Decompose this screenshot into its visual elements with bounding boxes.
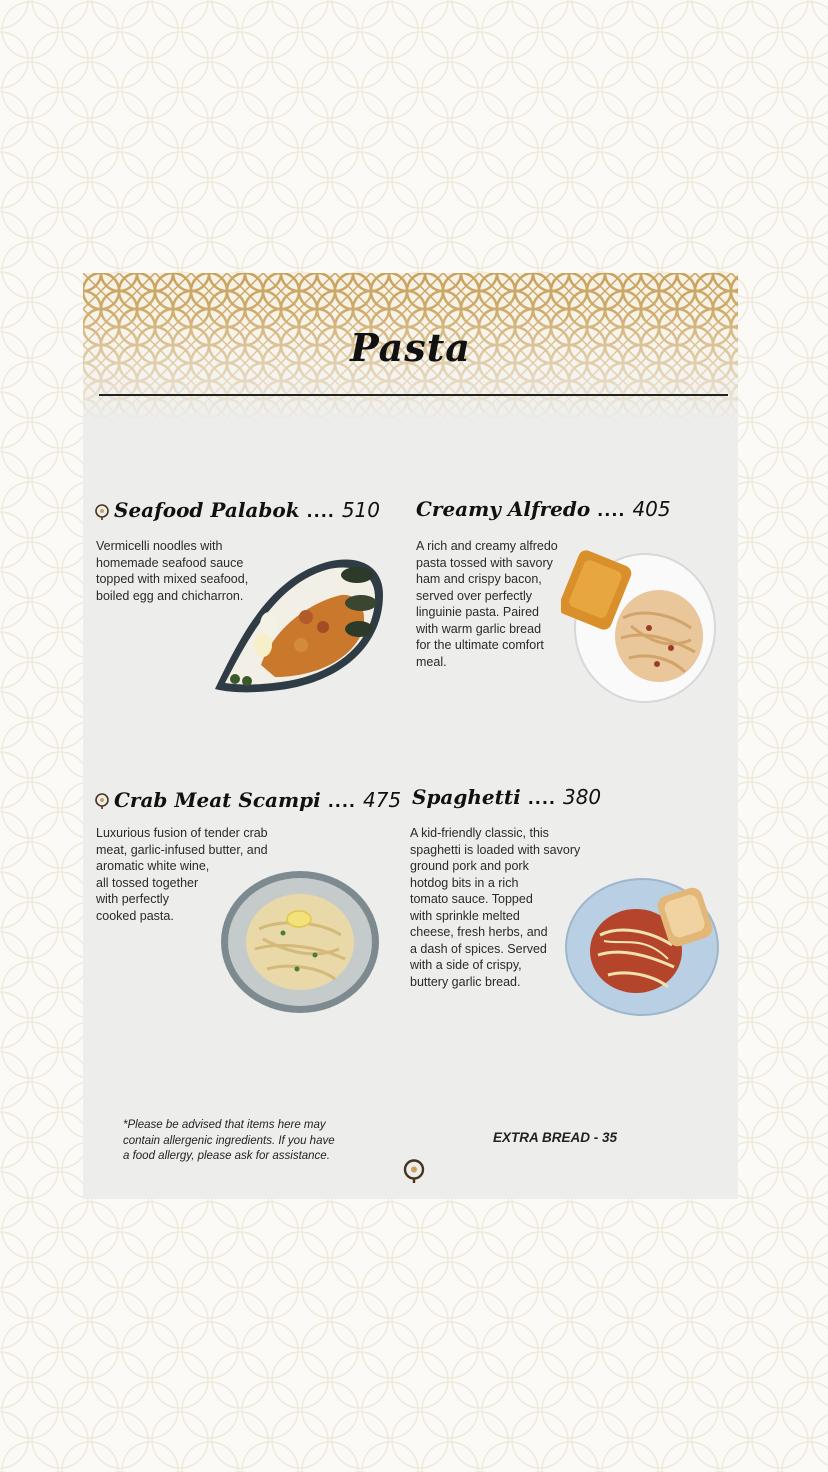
- desc-line: ham and crispy bacon,: [416, 572, 542, 586]
- location-pin-icon: [402, 1159, 426, 1183]
- desc-line: with a side of crispy,: [410, 958, 522, 972]
- title-divider: [99, 394, 728, 396]
- desc-line: pasta tossed with savory: [416, 555, 553, 570]
- extra-bread-note: EXTRA BREAD - 35: [493, 1130, 618, 1145]
- disclaimer-line: *Please be advised that items here may: [123, 1119, 326, 1131]
- desc-line: meat, garlic-infused butter, and: [96, 842, 268, 857]
- desc-line: A rich and creamy alfredo: [416, 539, 558, 553]
- desc-line: with warm garlic bread: [416, 621, 542, 636]
- location-pin-icon: [94, 504, 110, 520]
- desc-line: buttery garlic bread.: [410, 974, 521, 989]
- item-dots: ....: [597, 501, 626, 520]
- desc-line: Luxurious fusion of tender crab: [96, 826, 268, 840]
- desc-line: with perfectly: [96, 892, 169, 906]
- item-name: Creamy Alfredo: [416, 497, 591, 521]
- desc-line: topped with mixed seafood,: [96, 572, 249, 586]
- desc-line: cooked pasta.: [96, 908, 174, 923]
- menu-item-title-spaghetti: [412, 785, 601, 809]
- page-title: Pasta: [350, 325, 471, 370]
- desc-line: all tossed together: [96, 875, 199, 890]
- item-price: 405: [632, 497, 671, 521]
- desc-line: A kid-friendly classic, this: [410, 826, 549, 840]
- crab-meat-scampi-photo: [219, 869, 381, 1015]
- desc-line: cheese, fresh herbs, and: [410, 925, 548, 939]
- menu-page: [83, 273, 738, 1199]
- desc-line: Vermicelli noodles with: [96, 539, 223, 553]
- desc-line: ground pork and pork: [410, 859, 529, 873]
- desc-line: tomato sauce. Topped: [410, 892, 533, 906]
- creamy-alfredo-photo: [561, 548, 719, 706]
- desc-line: spaghetti is loaded with savory: [410, 842, 581, 857]
- allergen-disclaimer: [123, 1118, 335, 1165]
- desc-line: served over perfectly: [416, 588, 533, 603]
- desc-line: meal.: [416, 654, 447, 669]
- item-price: 380: [562, 785, 602, 809]
- item-name: Seafood Palabok: [114, 498, 300, 522]
- item-name: Spaghetti: [412, 785, 521, 809]
- desc-line: for the ultimate comfort: [416, 638, 544, 652]
- seafood-palabok-photo: [211, 555, 389, 695]
- menu-item-title-crab-meat-scampi: [114, 788, 401, 812]
- item-price: 475: [362, 788, 402, 812]
- desc-line: hotdog bits in a rich: [410, 875, 519, 890]
- desc-line: boiled egg and chicharron.: [96, 588, 244, 603]
- item-description-spaghetti: [410, 825, 580, 990]
- item-price: 510: [341, 498, 380, 522]
- item-description-creamy-alfredo: [416, 538, 558, 670]
- location-pin-icon: [94, 793, 110, 809]
- item-dots: ....: [306, 502, 335, 521]
- spaghetti-photo: [564, 875, 722, 1017]
- menu-item-title-creamy-alfredo: [416, 497, 671, 521]
- disclaimer-line: contain allergenic ingredients. If you have: [123, 1134, 335, 1147]
- desc-line: linguinie pasta. Paired: [416, 605, 539, 619]
- disclaimer-line: a food allergy, please ask for assistance.: [123, 1150, 330, 1162]
- item-dots: ....: [327, 792, 356, 811]
- menu-item-title-seafood-palabok: [114, 498, 380, 522]
- desc-line: with sprinkle melted: [410, 908, 520, 923]
- desc-line: homemade seafood sauce: [96, 555, 244, 570]
- item-dots: ....: [527, 789, 556, 808]
- desc-line: a dash of spices. Served: [410, 941, 547, 956]
- desc-line: aromatic white wine,: [96, 859, 210, 873]
- item-name: Crab Meat Scampi: [114, 788, 321, 812]
